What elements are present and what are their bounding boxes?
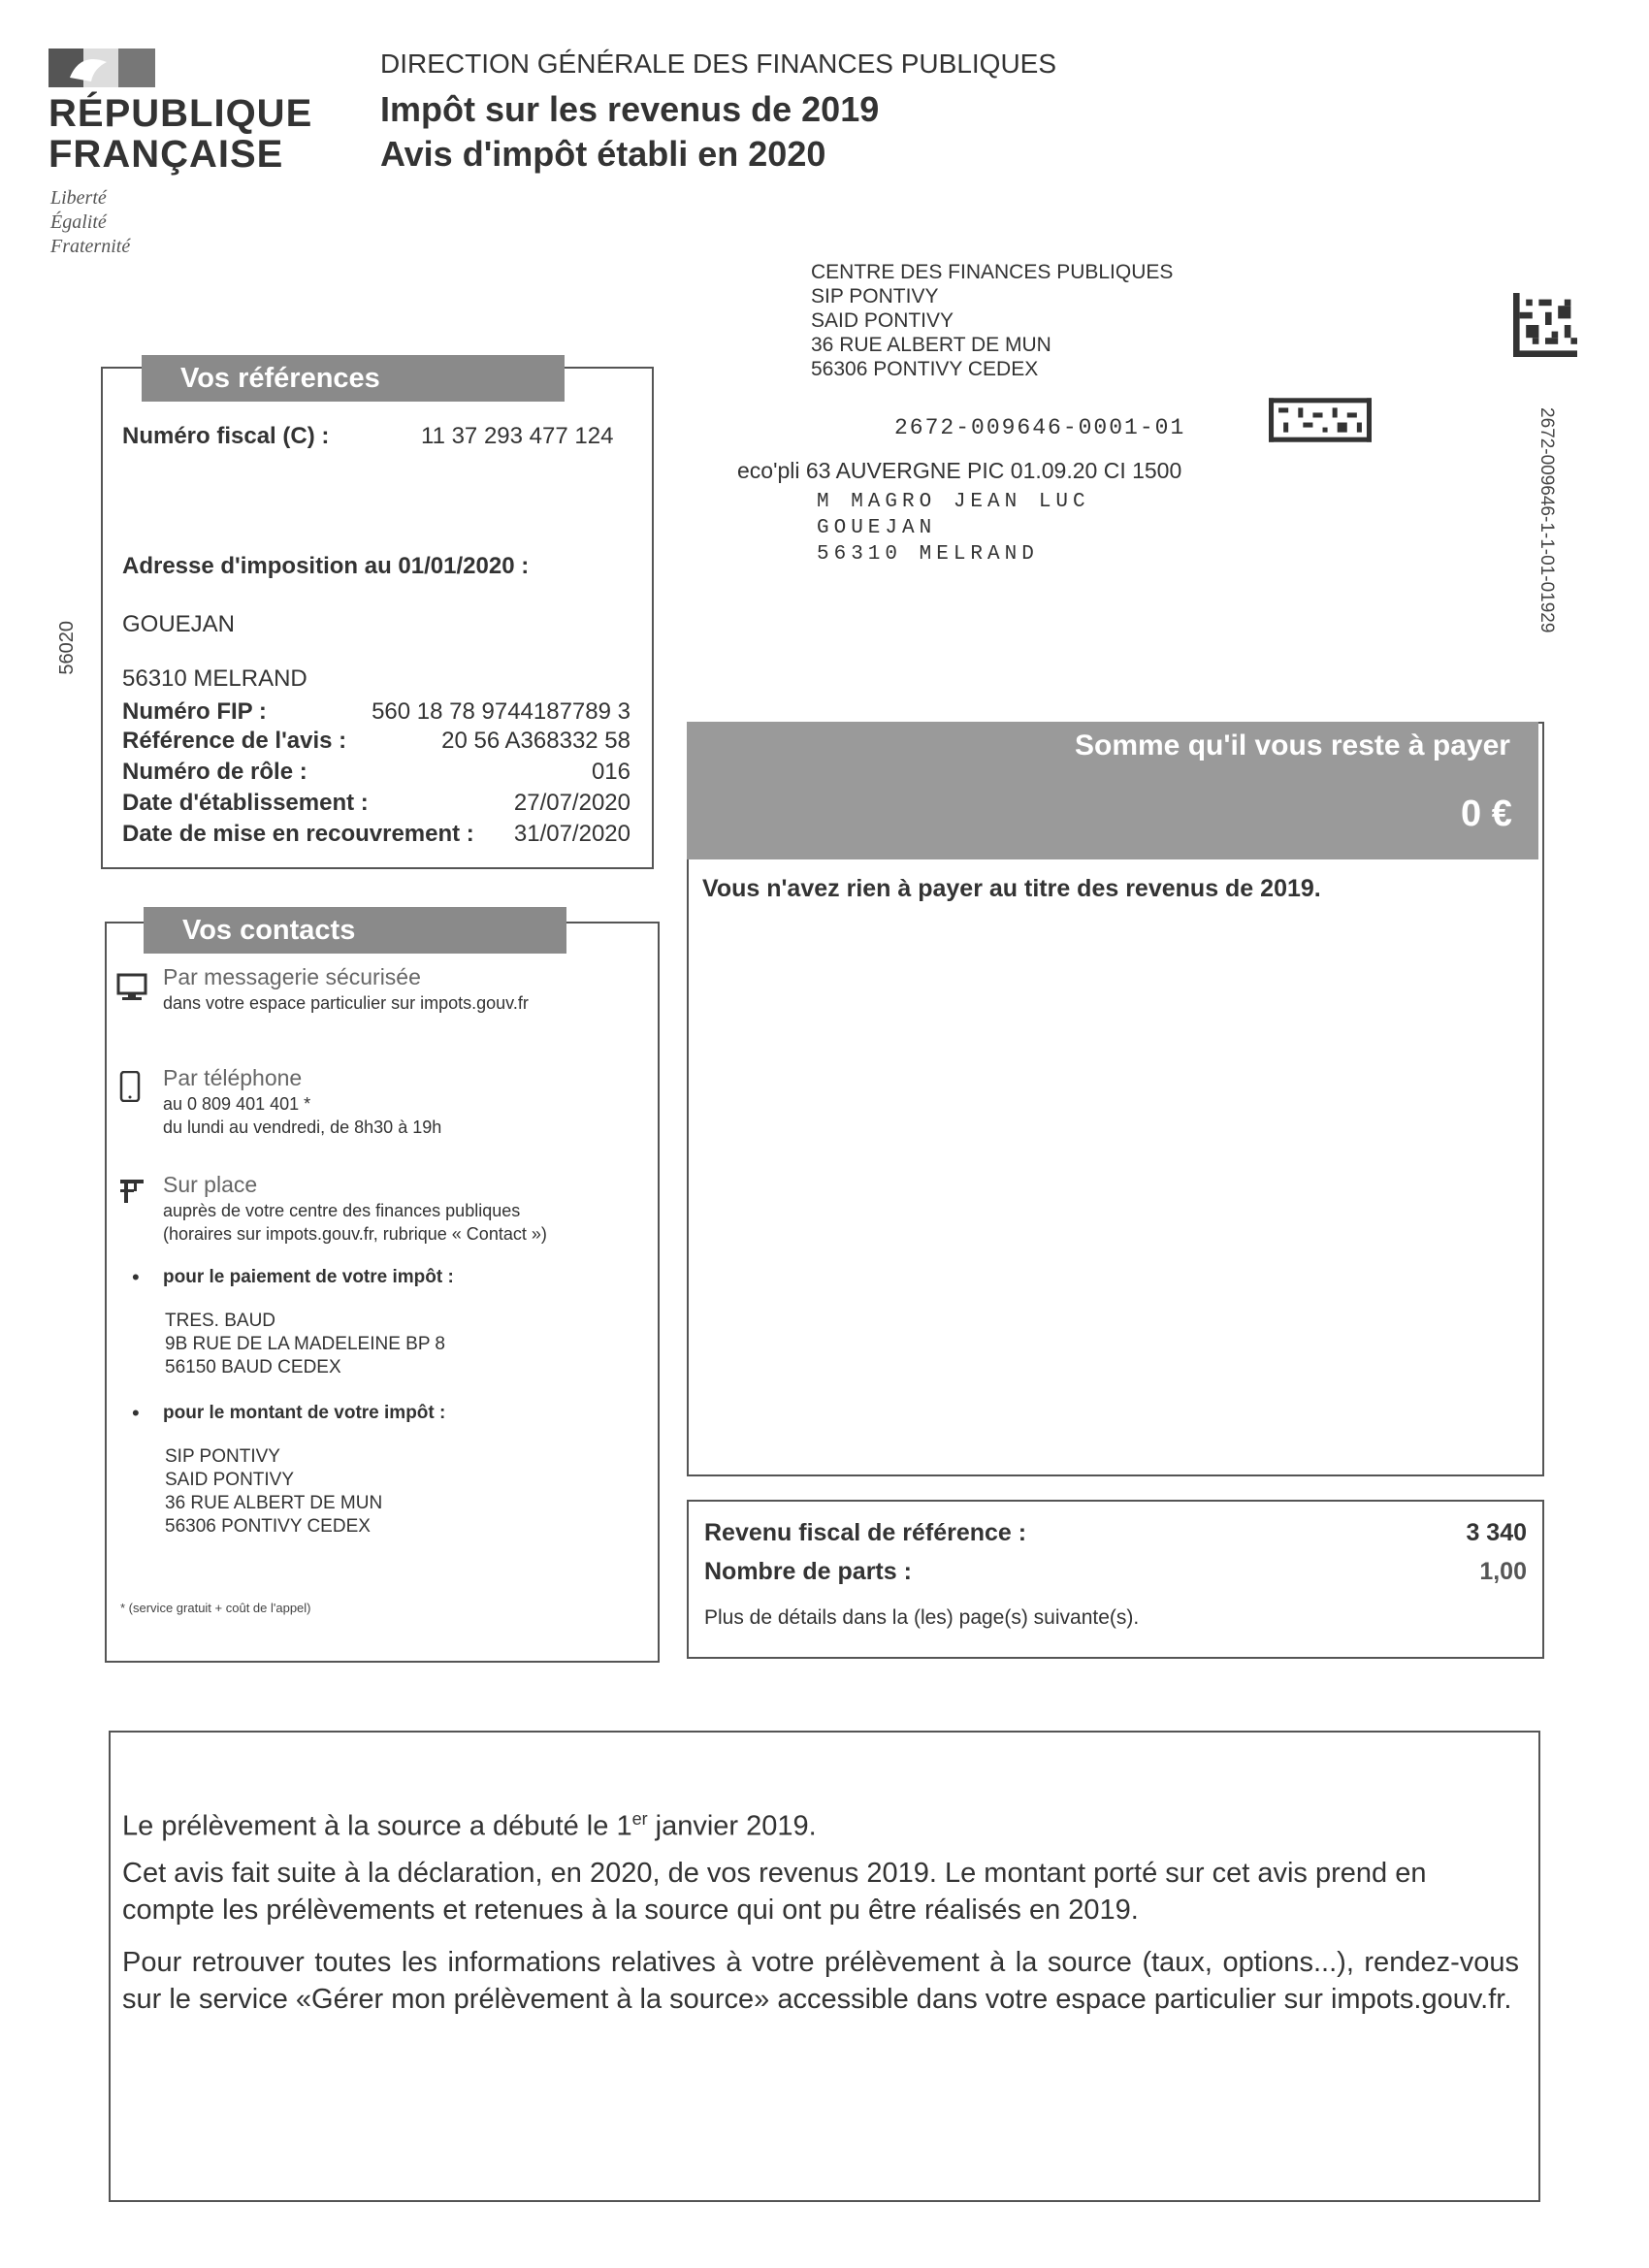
- contacts-tag: Vos contacts: [144, 907, 566, 954]
- recipient-line: GOUEJAN: [817, 517, 937, 539]
- contacts-box: [105, 922, 660, 1663]
- paiement-address: [165, 1310, 445, 1379]
- telephone-number: au 0 809 401 401 *: [163, 1094, 311, 1114]
- building-icon: [116, 1176, 147, 1207]
- role-value: 016: [591, 759, 630, 785]
- amount-message: Vous n'avez rien à payer au titre des revenus de 2019.: [702, 875, 1321, 902]
- republique-francaise: [48, 93, 312, 175]
- recipient-line: 56310 MELRAND: [817, 543, 1039, 566]
- sender-line: 56306 PONTIVY CEDEX: [811, 358, 1039, 380]
- montant-heading: pour le montant de votre impôt :: [163, 1403, 446, 1423]
- computer-icon: [116, 972, 147, 1003]
- direction-title: DIRECTION GÉNÉRALE DES FINANCES PUBLIQUES: [380, 49, 1057, 79]
- paiement-heading: pour le paiement de votre impôt :: [163, 1267, 454, 1287]
- bullet-icon: •: [132, 1265, 140, 1289]
- info-paragraph-2: Cet avis fait suite à la déclaration, en 2020, de vos revenus 2019. Le montant porté sur cet avis prend en compte les prélèvements et retenues à la source qui ont pu être réalisés en 2019.: [122, 1858, 1427, 1926]
- sur-place-sub1: auprès de votre centre des finances publiques: [163, 1201, 521, 1220]
- date-recouvrement-value: 31/07/2020: [513, 821, 630, 847]
- parts-value: 1,00: [1479, 1558, 1527, 1585]
- datamatrix-code-icon: [1513, 293, 1577, 357]
- rfr-details: Plus de détails dans la (les) page(s) suivante(s).: [704, 1606, 1140, 1629]
- rf-line2: FRANÇAISE: [48, 133, 284, 176]
- numero-fiscal-value: 11 37 293 477 124: [421, 423, 614, 449]
- amount-title: Somme qu'il vous reste à payer: [1075, 729, 1510, 761]
- motto-egalite: Égalité: [50, 211, 107, 233]
- rfr-value: 3 340: [1466, 1519, 1527, 1546]
- recipient-line: M MAGRO JEAN LUC: [817, 491, 1090, 513]
- references-tag: Vos références: [142, 355, 565, 402]
- info-paragraph-3: Pour retrouver toutes les informations relatives à votre prélèvement à la source (taux, options...), rendez-vous sur le service «Gérer mon prélèvement à la source» accessible dans votre espace particulier sur impots.gouv.fr.: [122, 1947, 1519, 2015]
- messagerie-heading: Par messagerie sécurisée: [163, 964, 421, 989]
- paiement-addr-line: 56150 BAUD CEDEX: [165, 1357, 341, 1377]
- motto-liberte: Liberté: [50, 187, 107, 209]
- adresse-imposition-label: Adresse d'imposition au 01/01/2020 :: [122, 553, 530, 579]
- info-p1-after: janvier 2019.: [647, 1810, 817, 1842]
- parts-label: Nombre de parts :: [704, 1558, 912, 1585]
- sender-address: [811, 260, 1173, 381]
- ref-avis-label: Référence de l'avis :: [122, 728, 347, 754]
- sender-line: SAID PONTIVY: [811, 309, 954, 332]
- rf-line1: RÉPUBLIQUE: [48, 92, 313, 135]
- motto: [50, 186, 130, 259]
- sender-line: CENTRE DES FINANCES PUBLIQUES: [811, 261, 1174, 283]
- role-label: Numéro de rôle :: [122, 759, 307, 785]
- paiement-addr-line: TRES. BAUD: [165, 1311, 276, 1331]
- ecopli-line: eco'pli 63 AUVERGNE PIC 01.09.20 CI 1500: [737, 458, 1182, 483]
- ref-avis-value: 20 56 A368332 58: [441, 728, 630, 754]
- document-subtitle: Avis d'impôt établi en 2020: [380, 134, 826, 174]
- side-reference-code: 2672-009646-1-1-01-01929: [1536, 407, 1557, 633]
- info-p1-sup: er: [631, 1809, 648, 1829]
- sur-place-sub2: (horaires sur impots.gouv.fr, rubrique « Contact »): [163, 1224, 547, 1244]
- recipient-address: [817, 489, 1090, 567]
- rfr-label: Revenu fiscal de référence :: [704, 1519, 1027, 1546]
- montant-addr-line: SIP PONTIVY: [165, 1446, 280, 1467]
- side-dept-code: 56020: [56, 621, 78, 675]
- date-etablissement-label: Date d'établissement :: [122, 790, 369, 816]
- montant-addr-line: 36 RUE ALBERT DE MUN: [165, 1493, 383, 1513]
- telephone-heading: Par téléphone: [163, 1065, 303, 1090]
- amount-value: 0 €: [1461, 794, 1512, 834]
- date-recouvrement-label: Date de mise en recouvrement :: [122, 821, 474, 847]
- info-p1-before: Le prélèvement à la source a débuté le 1: [122, 1810, 632, 1842]
- marianne-logo: [48, 49, 155, 87]
- telephone-hours: du lundi au vendredi, de 8h30 à 19h: [163, 1118, 442, 1137]
- datamatrix-small-icon: [1269, 398, 1372, 442]
- messagerie-sub: dans votre espace particulier sur impots.gouv.fr: [163, 993, 529, 1013]
- document-title: Impôt sur les revenus de 2019: [380, 89, 880, 129]
- sender-line: SIP PONTIVY: [811, 285, 939, 308]
- info-paragraph-1: [122, 1800, 1519, 1845]
- barcode-number: 2672-009646-0001-01: [894, 415, 1186, 440]
- montant-addr-line: SAID PONTIVY: [165, 1470, 295, 1490]
- montant-address: [165, 1445, 382, 1539]
- montant-addr-line: 56306 PONTIVY CEDEX: [165, 1516, 371, 1537]
- sur-place-heading: Sur place: [163, 1172, 258, 1197]
- fip-label: Numéro FIP :: [122, 698, 267, 725]
- adresse-line2: 56310 MELRAND: [122, 665, 307, 692]
- contacts-footnote: * (service gratuit + coût de l'appel): [120, 1601, 311, 1615]
- sender-line: 36 RUE ALBERT DE MUN: [811, 334, 1051, 356]
- bullet-icon: •: [132, 1401, 140, 1425]
- adresse-line1: GOUEJAN: [122, 611, 236, 637]
- fip-value: 560 18 78 9744187789 3: [372, 698, 630, 725]
- paiement-addr-line: 9B RUE DE LA MADELEINE BP 8: [165, 1334, 445, 1354]
- numero-fiscal-label: Numéro fiscal (C) :: [122, 423, 330, 449]
- date-etablissement-value: 27/07/2020: [513, 790, 630, 816]
- motto-fraternite: Fraternité: [50, 236, 131, 257]
- phone-icon: [114, 1071, 146, 1102]
